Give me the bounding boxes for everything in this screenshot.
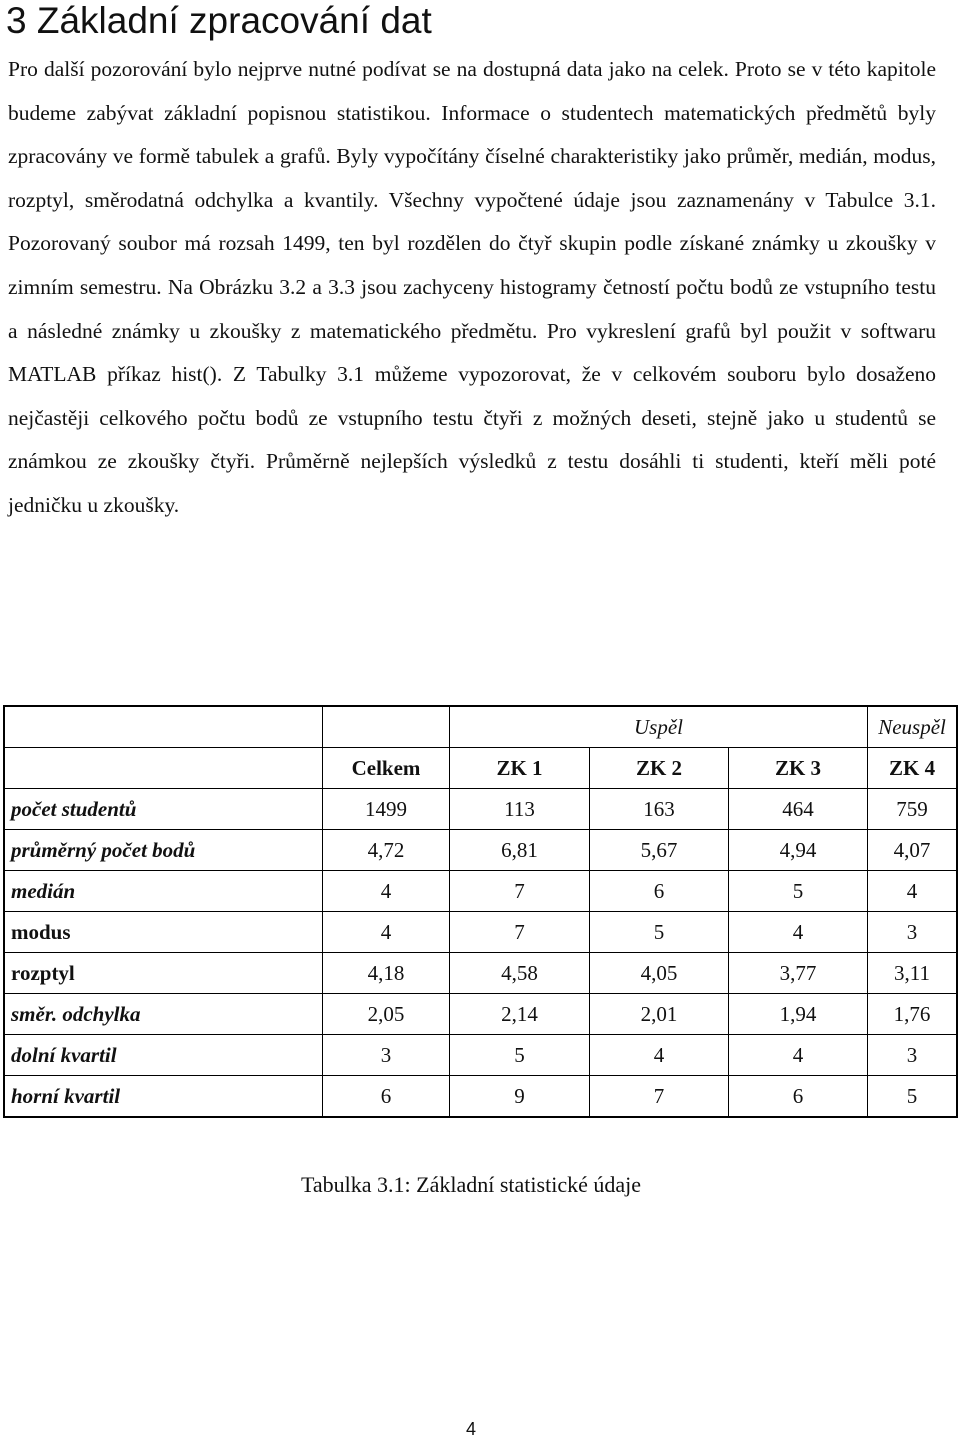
table-cell: 113 <box>450 789 590 830</box>
table-corner-cell-lower <box>5 748 323 789</box>
table-cell: 4,72 <box>323 830 450 871</box>
column-header-zk2: ZK 2 <box>590 748 729 789</box>
table-cell: 464 <box>729 789 868 830</box>
table-row <box>5 912 957 953</box>
table-cell: 5,67 <box>590 830 729 871</box>
page-number: 4 <box>465 1419 476 1439</box>
table-row <box>5 830 957 871</box>
body-paragraph: Pro další pozorování bylo nejprve nutné podívat se na dostupná data jako na celek. Proto se v této kapitole budeme zabývat základní popisnou statistikou. Informace o studentech matematických předmětů byly zpracovány ve formě tabulek a grafů. Byly vypočítány číselné charakteristiky jako průměr, medián, modus, rozptyl, směrodatná odchylka a kvantily. Všechny vypočtené údaje jsou zaznamenány v Tabulce 3.1. Pozorovaný soubor má rozsah 1499, ten byl rozdělen do čtyř skupin podle získané známky u zkoušky v zimním semestru. Na Obrázku 3.2 a 3.3 jsou zachyceny histogramy četností počtu bodů ze vstupního testu a následné známky u zkoušky z matematického předmětu. Pro vykreslení grafů byl použit v softwaru MATLAB příkaz hist(). Z Tabulky 3.1 můžeme vypozorovat, že v celkovém souboru bylo dosaženo nejčastěji celkového počtu bodů ze vstupního testu čtyři z možných deseti, stejně jako u studentů se známkou ze zkoušky čtyři. Průměrně nejlepších výsledků z testu dosáhli ti studenti, kteří měli poté jedničku u zkoušky. <box>8 57 936 517</box>
row-label: dolní kvartil <box>5 1035 323 1076</box>
statistics-table <box>4 706 957 1117</box>
table-cell: 2,14 <box>450 994 590 1035</box>
table-cell: 759 <box>868 789 957 830</box>
table-cell: 1499 <box>323 789 450 830</box>
row-label: počet studentů <box>5 789 323 830</box>
table-row <box>5 871 957 912</box>
table-cell: 2,05 <box>323 994 450 1035</box>
table-cell: 5 <box>868 1076 957 1117</box>
row-label: horní kvartil <box>5 1076 323 1117</box>
table-cell: 3,77 <box>729 953 868 994</box>
table-cell: 7 <box>450 871 590 912</box>
table-row <box>5 1076 957 1117</box>
column-header-zk1: ZK 1 <box>450 748 590 789</box>
table-group-header-row <box>5 707 957 748</box>
row-label: medián <box>5 871 323 912</box>
table-cell: 3,11 <box>868 953 957 994</box>
table-row <box>5 994 957 1035</box>
table-cell: 5 <box>729 871 868 912</box>
table-cell: 2,01 <box>590 994 729 1035</box>
table-cell: 5 <box>450 1035 590 1076</box>
table-group-spacer <box>323 707 450 748</box>
table-column-header-row <box>5 748 957 789</box>
row-label: směr. odchylka <box>5 994 323 1035</box>
table-cell: 9 <box>450 1076 590 1117</box>
table-cell: 4 <box>729 1035 868 1076</box>
column-header-zk3: ZK 3 <box>729 748 868 789</box>
table-row <box>5 1035 957 1076</box>
table-cell: 6,81 <box>450 830 590 871</box>
table-cell: 4 <box>590 1035 729 1076</box>
column-header-zk4: ZK 4 <box>868 748 957 789</box>
table-cell: 5 <box>590 912 729 953</box>
table-corner-cell <box>5 707 323 748</box>
row-label: modus <box>5 912 323 953</box>
table-cell: 4 <box>323 871 450 912</box>
row-label: rozptyl <box>5 953 323 994</box>
table-cell: 1,94 <box>729 994 868 1035</box>
table-cell: 163 <box>590 789 729 830</box>
table-cell: 4,07 <box>868 830 957 871</box>
group-header-passed: Uspěl <box>450 707 868 748</box>
table-cell: 6 <box>590 871 729 912</box>
column-header-celkem: Celkem <box>323 748 450 789</box>
table-cell: 4 <box>729 912 868 953</box>
row-label: průměrný počet bodů <box>5 830 323 871</box>
table-cell: 4,58 <box>450 953 590 994</box>
table-cell: 6 <box>323 1076 450 1117</box>
table-cell: 1,76 <box>868 994 957 1035</box>
table-row <box>5 953 957 994</box>
table-cell: 7 <box>590 1076 729 1117</box>
table-cell: 3 <box>868 912 957 953</box>
table-cell: 4,05 <box>590 953 729 994</box>
table-cell: 7 <box>450 912 590 953</box>
table-cell: 4 <box>323 912 450 953</box>
table-cell: 4,94 <box>729 830 868 871</box>
chapter-heading: 3 Základní zpracování dat <box>6 0 432 41</box>
table-cell: 3 <box>323 1035 450 1076</box>
table-cell: 6 <box>729 1076 868 1117</box>
table-cell: 3 <box>868 1035 957 1076</box>
table-row <box>5 789 957 830</box>
table-caption: Tabulka 3.1: Základní statistické údaje <box>301 1172 641 1197</box>
group-header-failed: Neuspěl <box>868 707 957 748</box>
table-cell: 4,18 <box>323 953 450 994</box>
table-cell: 4 <box>868 871 957 912</box>
